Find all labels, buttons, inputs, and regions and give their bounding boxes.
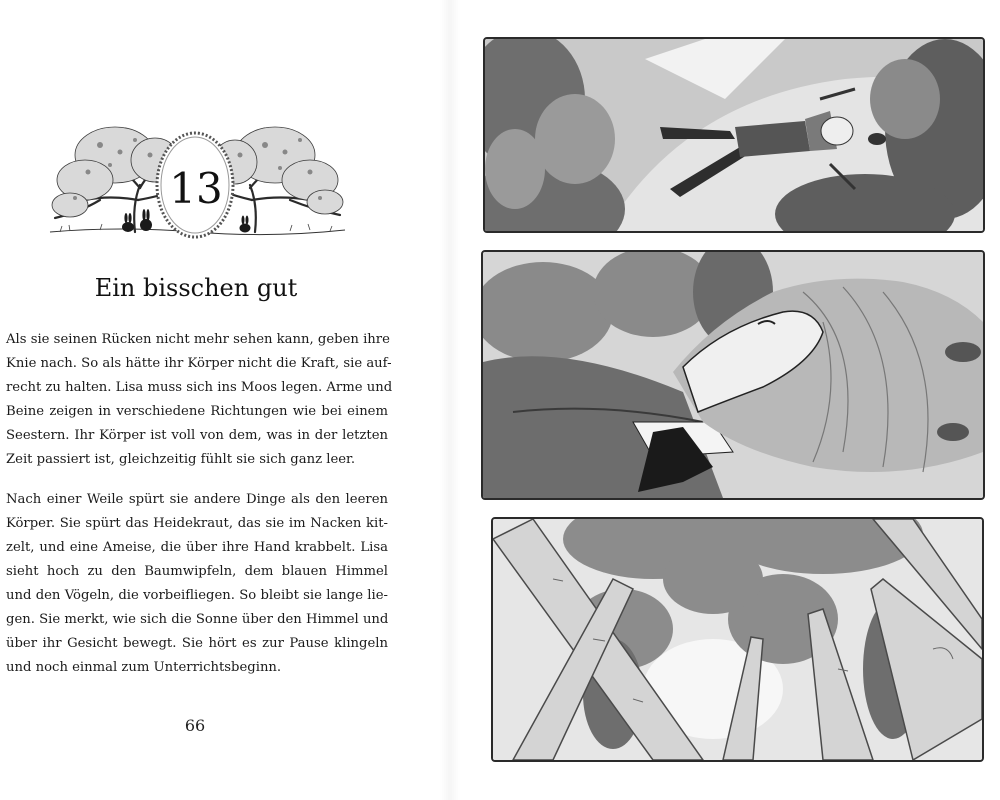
left-page [0,0,400,800]
illustration-panel-1 [483,37,985,233]
chapter-title: Ein bisschen gut [94,274,298,302]
text-line: über ihr Gesicht bewegt. Sie hört es zur Pause klingeln [6,636,388,651]
text-line: sieht hoch zu den Baumwipfeln, dem blauen Himmel [6,564,388,579]
girl-lying-in-grass-illustration-icon [485,39,983,231]
text-line: Körper. Sie spürt das Heidekraut, das sie im Nacken kit- [6,516,388,531]
paragraph-1 [6,328,393,472]
text-line: Seestern. Ihr Körper ist voll von dem, was in der letzten [6,428,388,443]
text-line: Als sie seinen Rücken nicht mehr sehen kann, geben ihre [6,332,390,347]
text-line: zelt, und eine Ameise, die über ihre Hand krabbelt. Lisa [6,540,388,555]
text-line: Knie nach. So als hätte ihr Körper nicht die Kraft, sie auf- [6,356,392,371]
book-gutter [440,0,460,800]
text-line: recht zu halten. Lisa muss sich ins Moos legen. Arme und [6,380,393,395]
text-line: und den Vögeln, die vorbeifliegen. So bleibt sie lange lie- [6,588,388,603]
text-line: Beine zeigen in verschiedene Richtungen wie bei einem [6,404,388,419]
text-line: Nach einer Weile spürt sie andere Dinge als den leeren [6,492,388,507]
girl-face-closeup-illustration-icon [483,252,983,498]
illustration-panel-3 [491,517,984,762]
text-line: gen. Sie merkt, wie sich die Sonne über den Himmel und [6,612,389,627]
paragraph-2 [6,488,388,680]
chapter-number: 13 [169,164,223,213]
illustration-panel-2 [481,250,985,500]
page-number: 66 [184,716,206,735]
text-line: und noch einmal zum Unterrichtsbeginn. [6,660,282,675]
text-line: Zeit passiert ist, gleichzeitig fühlt sie sich ganz leer. [6,452,356,467]
tree-canopy-looking-up-illustration-icon [493,519,982,760]
